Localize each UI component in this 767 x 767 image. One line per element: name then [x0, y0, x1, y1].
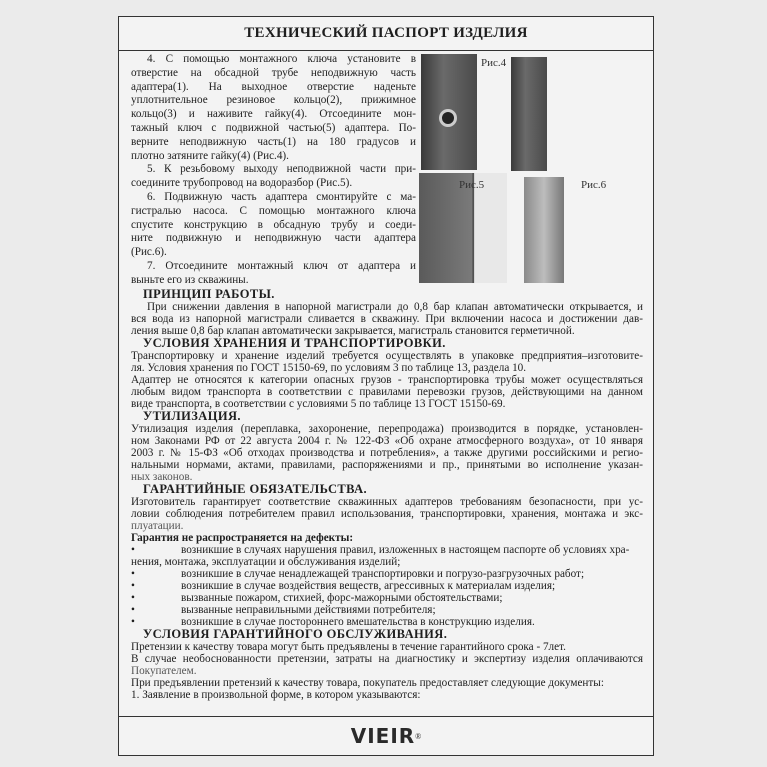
- exclusion-item: • вызванные неправильными действиями потребителя;: [131, 603, 436, 616]
- figure-4-caption: Рис.4: [481, 57, 507, 69]
- exclusion-item: • возникшие в случае ненадлежащей транспортировки и погрузо-разгрузочных работ;: [131, 567, 585, 580]
- exclusions-heading: Гарантия не распространяется на дефекты:: [131, 531, 354, 544]
- warranty-heading: ГАРАНТИЙНЫЕ ОБЯЗАТЕЛЬСТВА.: [143, 481, 368, 496]
- exclusion-item: • возникшие в случае воздействия веществ, агрессивных к материалам изделия;: [131, 579, 556, 592]
- principle-heading: ПРИНЦИП РАБОТЫ.: [143, 286, 275, 301]
- document-body: 4. С помощью монтажного ключа установите в отверстие на обсадной трубе неподвижную часть адаптера(1). На выходное отверстие наденьте уплотнительное резиновое кольцо(2), прижимное кольцо(3) и наживите гайку(4). Отсоедините мон- тажный ключ с подвижной частью(5) адаптера. По- верните неподвижную часть(1) на 180 градусов и плотно затяните гайку(4) (Рис.4). 5. К резьбовому выходу неподвижной части при- соедините трубопровод на водоразбор (Рис.5). 6. Подвижную часть адаптера смонтируйте с ма- гистралью насоса. С помощью монтажного ключа спустите конструкцию в обсадную трубу и соеди- ните подвижную и неподвижную части адаптера (Рис.6). 7. Отсоедините монтажный ключ от адаптера и выньте его из скважины. ПРИНЦИП РАБОТЫ. При снижении давления в напорной магистрали до 0,8 бар клапан автоматически открывается, и вся вода из напорной магистрали сливается в скважину. При включении насоса и достижении дав- ления выше 0,8 бар клапан автоматически закрывается, магистраль становится герметичной. УСЛОВИЯ ХРАНЕНИЯ И ТРАНСПОРТИРОВКИ. Транспортировку и хранение изделий требуется осуществлять в упаковке предприятия–изготовите- ля. Условия хранения по ГОСТ 15150-69, по условиям 3 по таблице 13, раздела 10. Адаптер не относятся к категории опасных грузов - транспортировка трубы может осуществляться любым видом транспорта в соответствии с правилами перевозки грузов, действующими на данном виде транспорта, в соответствии с условиями 5 по таблице 13 ГОСТ 15150-69. УТИЛИЗАЦИЯ. Утилизация изделия (переплавка, захоронение, перепродажа) производится в порядке, установлен- ном Законами РФ от 22 августа 2004 г. № 122-ФЗ «Об охране атмосферного воздуха», от 10 января 2003 г. № 15-ФЗ «Об отходах производства и потребления», а также другими российскими и регио- нальными нормами, актами, правилами, распоряжениями и пр., принятыми во исполнение указан- ных законов. ГАРАНТИЙНЫЕ ОБЯЗАТЕЛЬСТВА. Изготовитель гарантирует соответствие скважинных адаптеров требованиям безопасности, при ус- ловии соблюдения потребителем правил использования, транспортировки, хранения, монтажа и экс- плуатации. Гарантия не распространяется на дефекты: • возникшие в случаях нарушения правил, изложенных в настоящем паспорте об условиях хра- нения, монтажа, эксплуатации и обслуживания изделий; • возникшие в случае ненадлежащей транспортировки и погрузо-разгрузочных работ; • возникшие в случае воздействия веществ, агрессивных к материалам изделия; • вызванные пожаром, стихией, форс-мажорными обстоятельствами; • вызванные неправильными действиями потребителя; • возникшие в случае постороннего вмешательства в конструкцию изделия. УСЛОВИЯ ГАРАНТИЙНОГО ОБСЛУЖИВАНИЯ. Претензии к качеству товара могут быть предъявлены в течение гарантийного срока - 7лет. В случае необоснованности претензии, затраты на диагностику и экспертизу изделия оплачиваются Покупателем. При предъявлении претензий к качеству товара, покупатель предоставляет следующие документы: 1. Заявление в произвольной форме, в котором указываются:: [131, 53, 643, 701]
- disposal-heading: УТИЛИЗАЦИЯ.: [143, 408, 241, 423]
- figure-6-caption: Рис.6: [581, 179, 607, 191]
- exclusion-item: • возникшие в случаях нарушения правил, изложенных в настоящем паспорте об условиях хра-: [131, 543, 630, 556]
- step-7: 7. Отсоедините монтажный ключ от адаптера и выньте его из скважины.: [131, 259, 416, 286]
- installation-steps: [131, 53, 416, 288]
- registered-mark: ®: [415, 731, 422, 741]
- service-heading: УСЛОВИЯ ГАРАНТИЙНОГО ОБСЛУЖИВАНИЯ.: [143, 626, 448, 641]
- figure-5-caption: Рис.5: [459, 179, 485, 191]
- vieir-logo: VIEIR: [350, 724, 416, 748]
- technical-passport-sheet: [118, 16, 654, 756]
- storage-heading: УСЛОВИЯ ХРАНЕНИЯ И ТРАНСПОРТИРОВКИ.: [143, 335, 446, 350]
- exclusion-item: • возникшие в случае постороннего вмешательства в конструкцию изделия.: [131, 615, 535, 628]
- document-title: ТЕХНИЧЕСКИЙ ПАСПОРТ ИЗДЕЛИЯ: [119, 17, 653, 51]
- step-5: 5. К резьбовому выходу неподвижной части при- соедините трубопровод на водоразбор (Рис.5).: [131, 163, 416, 190]
- step-4: 4. С помощью монтажного ключа установите в отверстие на обсадной трубе неподвижную часть адаптера(1). На выходное отверстие наденьте уплотнительное резиновое кольцо(2), прижимное кольцо(3) и наживите гайку(4). Отсоедините мон- тажный ключ с подвижной частью(5) адаптера. По- верните неподвижную часть(1) на 180 градусов и плотно затяните гайку(4) (Рис.4).: [131, 53, 416, 162]
- step-6: 6. Подвижную часть адаптера смонтируйте с ма- гистралью насоса. С помощью монтажного ключа спустите конструкцию в обсадную трубу и соеди- ните подвижную и неподвижную части адаптера (Рис.6).: [131, 190, 416, 259]
- footer: [119, 716, 653, 755]
- exclusion-item: • вызванные пожаром, стихией, форс-мажорными обстоятельствами;: [131, 591, 503, 604]
